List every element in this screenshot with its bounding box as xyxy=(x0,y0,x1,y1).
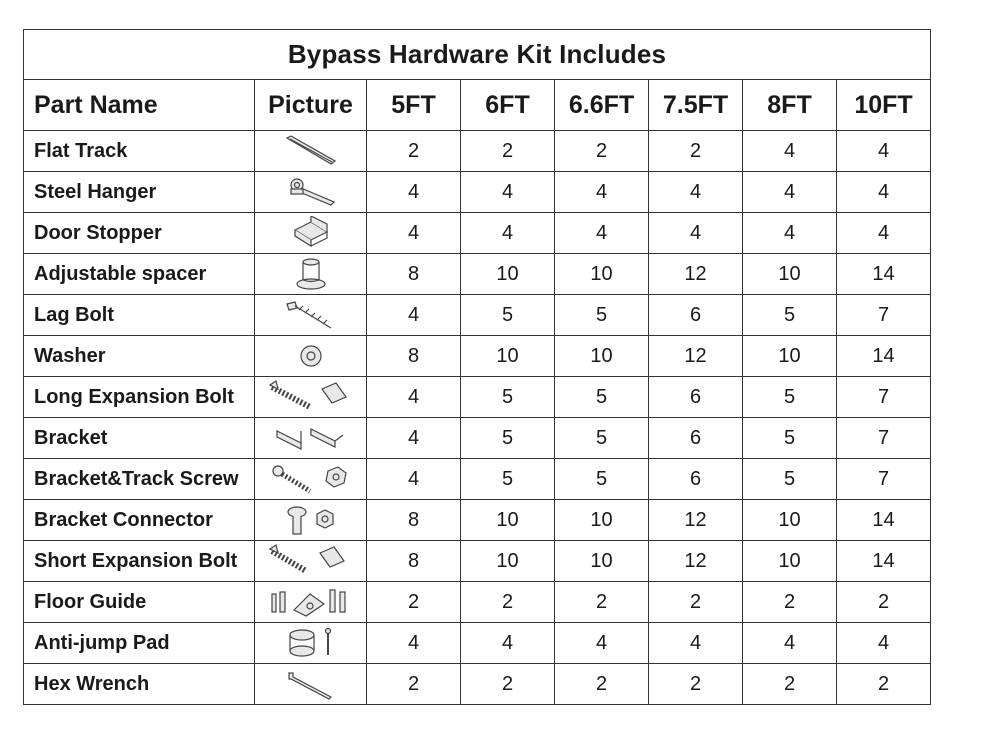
qty-7-5ft: 12 xyxy=(649,254,743,295)
qty-7-5ft: 2 xyxy=(649,131,743,172)
header-row xyxy=(24,80,931,131)
qty-8ft: 10 xyxy=(743,254,837,295)
part-name: Bracket Connector xyxy=(24,500,255,541)
part-name: Adjustable spacer xyxy=(24,254,255,295)
part-name: Washer xyxy=(24,336,255,377)
qty-7-5ft: 6 xyxy=(649,459,743,500)
steel-hanger-icon xyxy=(255,175,366,209)
header-8ft: 8FT xyxy=(743,80,837,131)
header-6-6ft: 6.6FT xyxy=(555,80,649,131)
qty-8ft: 10 xyxy=(743,500,837,541)
table-row xyxy=(24,131,931,172)
table-row xyxy=(24,213,931,254)
qty-5ft: 8 xyxy=(367,500,461,541)
part-picture xyxy=(255,623,367,664)
part-name: Short Expansion Bolt xyxy=(24,541,255,582)
qty-10ft: 7 xyxy=(837,377,931,418)
qty-5ft: 4 xyxy=(367,623,461,664)
qty-6ft: 10 xyxy=(461,254,555,295)
qty-5ft: 4 xyxy=(367,213,461,254)
table-row xyxy=(24,582,931,623)
qty-6ft: 2 xyxy=(461,664,555,705)
qty-6ft: 10 xyxy=(461,541,555,582)
table-row xyxy=(24,172,931,213)
qty-10ft: 4 xyxy=(837,623,931,664)
part-name: Long Expansion Bolt xyxy=(24,377,255,418)
hardware-kit-table xyxy=(23,29,931,705)
part-name: Hex Wrench xyxy=(24,664,255,705)
qty-8ft: 10 xyxy=(743,541,837,582)
qty-7-5ft: 2 xyxy=(649,582,743,623)
qty-7-5ft: 6 xyxy=(649,377,743,418)
qty-10ft: 14 xyxy=(837,541,931,582)
part-name: Steel Hanger xyxy=(24,172,255,213)
qty-6ft: 2 xyxy=(461,131,555,172)
qty-7-5ft: 12 xyxy=(649,500,743,541)
qty-6ft: 10 xyxy=(461,336,555,377)
part-name: Floor Guide xyxy=(24,582,255,623)
qty-6ft: 4 xyxy=(461,213,555,254)
table-row xyxy=(24,295,931,336)
washer-icon xyxy=(255,339,366,373)
part-name: Flat Track xyxy=(24,131,255,172)
part-name: Anti-jump Pad xyxy=(24,623,255,664)
qty-7-5ft: 4 xyxy=(649,172,743,213)
qty-6-6ft: 2 xyxy=(555,664,649,705)
door-stopper-icon xyxy=(255,216,366,250)
qty-8ft: 4 xyxy=(743,213,837,254)
qty-7-5ft: 6 xyxy=(649,418,743,459)
qty-8ft: 5 xyxy=(743,459,837,500)
qty-5ft: 4 xyxy=(367,418,461,459)
qty-10ft: 14 xyxy=(837,254,931,295)
qty-6ft: 5 xyxy=(461,377,555,418)
short-expansion-bolt-icon xyxy=(255,543,366,579)
qty-5ft: 2 xyxy=(367,664,461,705)
qty-6-6ft: 4 xyxy=(555,623,649,664)
qty-6ft: 2 xyxy=(461,582,555,623)
qty-8ft: 5 xyxy=(743,377,837,418)
qty-10ft: 2 xyxy=(837,664,931,705)
qty-6-6ft: 5 xyxy=(555,295,649,336)
qty-5ft: 2 xyxy=(367,131,461,172)
table-row xyxy=(24,664,931,705)
part-picture xyxy=(255,582,367,623)
qty-7-5ft: 4 xyxy=(649,623,743,664)
bracket-connector-icon xyxy=(255,502,366,538)
qty-5ft: 4 xyxy=(367,295,461,336)
qty-8ft: 2 xyxy=(743,582,837,623)
table-row xyxy=(24,254,931,295)
part-picture xyxy=(255,664,367,705)
qty-6ft: 5 xyxy=(461,295,555,336)
qty-10ft: 2 xyxy=(837,582,931,623)
header-7-5ft: 7.5FT xyxy=(649,80,743,131)
flat-track-icon xyxy=(255,134,366,168)
qty-5ft: 4 xyxy=(367,172,461,213)
qty-6-6ft: 4 xyxy=(555,213,649,254)
long-expansion-bolt-icon xyxy=(255,379,366,415)
qty-6ft: 4 xyxy=(461,623,555,664)
part-picture xyxy=(255,295,367,336)
table-row xyxy=(24,541,931,582)
header-10ft: 10FT xyxy=(837,80,931,131)
qty-8ft: 4 xyxy=(743,131,837,172)
qty-7-5ft: 6 xyxy=(649,295,743,336)
part-picture xyxy=(255,336,367,377)
qty-6-6ft: 10 xyxy=(555,254,649,295)
table-row xyxy=(24,459,931,500)
qty-7-5ft: 12 xyxy=(649,336,743,377)
qty-8ft: 4 xyxy=(743,172,837,213)
table-row xyxy=(24,336,931,377)
qty-10ft: 4 xyxy=(837,131,931,172)
header-part-name: Part Name xyxy=(24,80,255,131)
qty-8ft: 5 xyxy=(743,295,837,336)
qty-6-6ft: 10 xyxy=(555,500,649,541)
part-picture xyxy=(255,377,367,418)
floor-guide-icon xyxy=(255,584,366,620)
part-name: Bracket xyxy=(24,418,255,459)
lag-bolt-icon xyxy=(255,298,366,332)
qty-6ft: 5 xyxy=(461,418,555,459)
part-name: Bracket&Track Screw xyxy=(24,459,255,500)
qty-5ft: 8 xyxy=(367,541,461,582)
header-picture: Picture xyxy=(255,80,367,131)
part-name: Door Stopper xyxy=(24,213,255,254)
part-picture xyxy=(255,500,367,541)
table-row xyxy=(24,418,931,459)
qty-10ft: 7 xyxy=(837,295,931,336)
qty-10ft: 4 xyxy=(837,172,931,213)
hex-wrench-icon xyxy=(255,667,366,701)
header-6ft: 6FT xyxy=(461,80,555,131)
qty-10ft: 7 xyxy=(837,459,931,500)
qty-6ft: 4 xyxy=(461,172,555,213)
qty-6-6ft: 2 xyxy=(555,131,649,172)
header-5ft: 5FT xyxy=(367,80,461,131)
qty-5ft: 8 xyxy=(367,336,461,377)
qty-5ft: 8 xyxy=(367,254,461,295)
qty-10ft: 4 xyxy=(837,213,931,254)
qty-6-6ft: 2 xyxy=(555,582,649,623)
qty-5ft: 4 xyxy=(367,459,461,500)
qty-10ft: 7 xyxy=(837,418,931,459)
part-picture xyxy=(255,459,367,500)
qty-10ft: 14 xyxy=(837,500,931,541)
part-picture xyxy=(255,254,367,295)
qty-6-6ft: 5 xyxy=(555,418,649,459)
bracket-icon xyxy=(255,421,366,455)
part-picture xyxy=(255,213,367,254)
table-row xyxy=(24,623,931,664)
qty-7-5ft: 4 xyxy=(649,213,743,254)
qty-6-6ft: 10 xyxy=(555,336,649,377)
qty-6-6ft: 5 xyxy=(555,459,649,500)
table-title: Bypass Hardware Kit Includes xyxy=(24,30,931,80)
part-name: Lag Bolt xyxy=(24,295,255,336)
qty-6ft: 10 xyxy=(461,500,555,541)
qty-7-5ft: 2 xyxy=(649,664,743,705)
qty-8ft: 2 xyxy=(743,664,837,705)
part-picture xyxy=(255,131,367,172)
bracket-track-screw-icon xyxy=(255,461,366,497)
adjustable-spacer-icon xyxy=(255,256,366,292)
part-picture xyxy=(255,418,367,459)
qty-6-6ft: 4 xyxy=(555,172,649,213)
qty-10ft: 14 xyxy=(837,336,931,377)
qty-7-5ft: 12 xyxy=(649,541,743,582)
qty-8ft: 5 xyxy=(743,418,837,459)
qty-5ft: 2 xyxy=(367,582,461,623)
table-row xyxy=(24,377,931,418)
qty-8ft: 10 xyxy=(743,336,837,377)
part-picture xyxy=(255,541,367,582)
qty-6-6ft: 10 xyxy=(555,541,649,582)
table-row xyxy=(24,500,931,541)
qty-8ft: 4 xyxy=(743,623,837,664)
part-picture xyxy=(255,172,367,213)
qty-6ft: 5 xyxy=(461,459,555,500)
anti-jump-pad-icon xyxy=(255,625,366,661)
qty-5ft: 4 xyxy=(367,377,461,418)
qty-6-6ft: 5 xyxy=(555,377,649,418)
